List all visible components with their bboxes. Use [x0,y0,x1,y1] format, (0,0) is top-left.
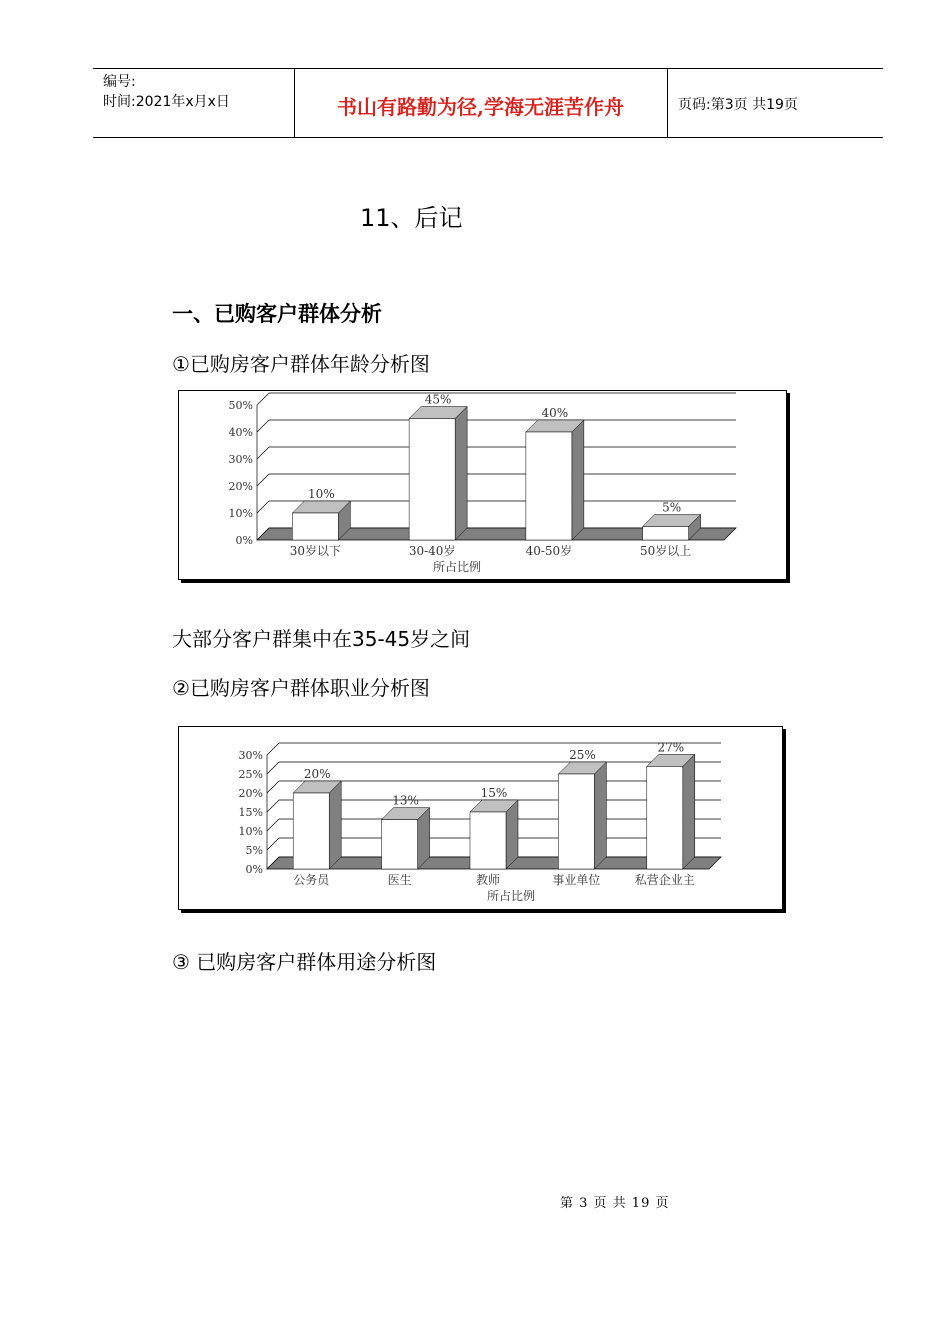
age-chart-bar [292,513,338,540]
page-footer: 第 3 页 共 19 页 [560,1196,670,1211]
occupation-chart-y-tick-label: 30% [238,749,263,762]
occupation-chart-svg [179,727,782,909]
age-chart-svg [179,391,786,579]
age-chart-y-tick-label: 20% [228,480,253,493]
summary-text: 大部分客户群集中在35-45岁之间 [172,627,471,651]
document-time-label: 时间:2021年x月x日 [103,94,230,110]
age-chart-grid-diag [257,420,269,432]
occupation-chart-data-label: 25% [569,748,596,762]
occupation-chart-grid-diag [267,743,279,755]
occupation-chart-y-tick-label: 25% [238,768,263,781]
chart3-caption: ③ 已购房客户群体用途分析图 [172,950,437,974]
section-title: 11、后记 [360,204,463,232]
age-chart-x-tick-label: 50岁以上 [639,544,692,558]
header-motto: 书山有路勤为径,学海无涯苦作舟 [337,95,624,119]
occupation-chart-grid-diag [267,781,279,793]
occupation-chart [178,726,783,910]
occupation-chart-bar-side [329,781,341,869]
occupation-chart-data-label: 27% [657,740,685,755]
age-chart-data-label: 40% [541,406,569,420]
occupation-chart-x-axis-title: 所占比例 [486,889,536,903]
occupation-chart-x-tick-label: 公务员 [293,873,330,887]
age-chart-data-label: 10% [308,487,335,501]
occupation-chart-x-tick-label: 事业单位 [552,873,601,887]
chart1-caption: ①已购房客户群体年龄分析图 [172,352,430,376]
occupation-chart-grid-diag [267,838,279,850]
occupation-chart-grid-diag [267,762,279,774]
occupation-chart-bar [382,820,418,869]
occupation-chart-bar [470,812,506,869]
occupation-chart-y-tick-label: 10% [238,825,263,838]
occupation-chart-data-label: 13% [392,793,419,808]
occupation-chart-bar-side [594,762,606,869]
page-header [93,68,883,138]
age-chart-bar [526,432,572,540]
occupation-chart-y-tick-label: 20% [238,787,263,800]
age-chart-y-tick-label: 0% [235,534,253,547]
occupation-chart-bar [558,774,594,869]
age-chart-y-tick-label: 50% [228,399,253,412]
age-chart-grid-diag [257,474,269,486]
section-heading: 一、已购客户群体分析 [172,302,382,326]
occupation-chart-x-tick-label: 医生 [387,873,412,887]
occupation-chart-y-tick-label: 5% [245,844,263,857]
occupation-chart-y-tick-label: 15% [238,806,263,819]
occupation-chart-bar [647,766,683,869]
age-chart-bar [409,419,455,541]
header-motto-cell [294,69,668,137]
occupation-chart-data-label: 20% [303,767,331,781]
occupation-chart-grid-diag [267,819,279,831]
age-chart-x-axis-title: 所占比例 [432,560,482,574]
age-chart-x-tick-label: 30-40岁 [408,544,456,558]
header-meta-cell [93,69,295,137]
age-chart-grid-diag [257,447,269,459]
age-chart-y-tick-label: 30% [228,453,253,466]
occupation-chart-bar-side [683,754,695,869]
age-chart-data-label: 45% [424,392,452,407]
age-chart-data-label: 5% [662,500,682,515]
chart2-caption: ②已购房客户群体职业分析图 [172,676,430,700]
occupation-chart-y-tick-label: 0% [245,863,263,876]
occupation-chart-grid-diag [267,800,279,812]
age-chart-grid-diag [257,393,269,405]
age-chart-bar [643,527,689,541]
age-chart-bar-side [455,407,467,541]
age-chart-grid-diag [257,501,269,513]
age-chart [178,390,787,580]
occupation-chart-x-tick-label: 教师 [475,873,501,887]
age-chart-y-tick-label: 40% [228,426,253,439]
occupation-chart-data-label: 15% [480,786,508,800]
age-chart-bar-side [572,420,584,540]
age-chart-x-tick-label: 30岁以下 [289,544,342,558]
age-chart-y-tick-label: 10% [228,507,253,520]
header-page-cell [668,69,883,137]
age-chart-x-tick-label: 40-50岁 [525,544,573,558]
occupation-chart-x-tick-label: 私营企业主 [634,873,695,887]
header-page-info: 页码:第3页 共19页 [678,97,798,113]
document-number-label: 编号: [103,74,136,90]
occupation-chart-bar [293,793,329,869]
